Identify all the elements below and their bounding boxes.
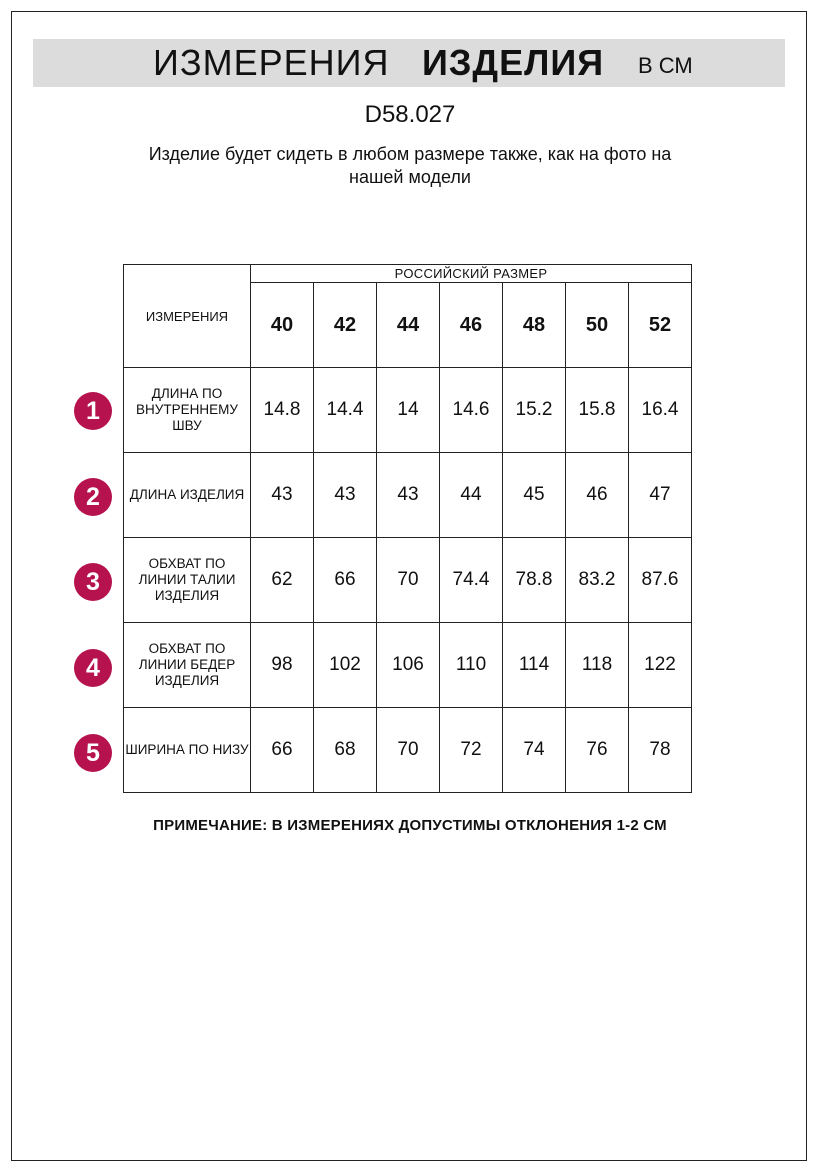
table-cell: 43 — [377, 453, 440, 538]
title-measurements: ИЗМЕРЕНИЯ — [153, 42, 390, 83]
table-cell: 47 — [629, 453, 692, 538]
table-cell: 78 — [629, 708, 692, 793]
size-col-header: 48 — [503, 283, 566, 368]
table-cell: 74 — [503, 708, 566, 793]
size-col-header: 42 — [314, 283, 377, 368]
table-cell: 45 — [503, 453, 566, 538]
table-cell: 16.4 — [629, 368, 692, 453]
row-number-badge: 5 — [74, 734, 112, 772]
table-cell: 46 — [566, 453, 629, 538]
row-label: ДЛИНА ПО ВНУТРЕННЕМУ ШВУ — [124, 368, 251, 453]
row-number-badge: 4 — [74, 649, 112, 687]
size-col-header: 52 — [629, 283, 692, 368]
row-label: ДЛИНА ИЗДЕЛИЯ — [124, 453, 251, 538]
table-cell: 14.6 — [440, 368, 503, 453]
table-cell: 98 — [251, 623, 314, 708]
table-cell: 15.2 — [503, 368, 566, 453]
measurements-header: ИЗМЕРЕНИЯ — [124, 265, 251, 368]
size-col-header: 50 — [566, 283, 629, 368]
table-cell: 102 — [314, 623, 377, 708]
table-cell: 43 — [314, 453, 377, 538]
row-number-badge: 3 — [74, 563, 112, 601]
table-cell: 76 — [566, 708, 629, 793]
article-code: D58.027 — [364, 101, 456, 128]
size-col-header: 40 — [251, 283, 314, 368]
table-cell: 70 — [377, 708, 440, 793]
tolerance-note: ПРИМЕЧАНИЕ: В ИЗМЕРЕНИЯХ ДОПУСТИМЫ ОТКЛОНЕНИЯ 1-2 СМ — [153, 817, 667, 834]
size-col-header: 46 — [440, 283, 503, 368]
table-cell: 118 — [566, 623, 629, 708]
row-number-badge: 2 — [74, 478, 112, 516]
table-cell: 43 — [251, 453, 314, 538]
row-label: ОБХВАТ ПО ЛИНИИ ТАЛИИ ИЗДЕЛИЯ — [124, 538, 251, 623]
table-row — [124, 453, 692, 538]
table-cell: 87.6 — [629, 538, 692, 623]
table-cell: 106 — [377, 623, 440, 708]
table-cell: 83.2 — [566, 538, 629, 623]
table-cell: 62 — [251, 538, 314, 623]
size-col-header: 44 — [377, 283, 440, 368]
table-cell: 72 — [440, 708, 503, 793]
table-cell: 14 — [377, 368, 440, 453]
title-product: ИЗДЕЛИЯ — [422, 42, 605, 83]
table-cell: 68 — [314, 708, 377, 793]
table-cell: 114 — [503, 623, 566, 708]
table-row — [124, 538, 692, 623]
row-number-badge: 1 — [74, 392, 112, 430]
title-bar — [33, 39, 785, 87]
table-row — [124, 368, 692, 453]
table-cell: 44 — [440, 453, 503, 538]
table-cell: 78.8 — [503, 538, 566, 623]
table-cell: 122 — [629, 623, 692, 708]
table-cell: 15.8 — [566, 368, 629, 453]
table-row — [124, 623, 692, 708]
russian-size-header: РОССИЙСКИЙ РАЗМЕР — [251, 265, 692, 283]
row-label: ОБХВАТ ПО ЛИНИИ БЕДЕР ИЗДЕЛИЯ — [124, 623, 251, 708]
table-row — [124, 708, 692, 793]
row-label: ШИРИНА ПО НИЗУ — [124, 708, 251, 793]
table-cell: 14.4 — [314, 368, 377, 453]
table-cell: 66 — [251, 708, 314, 793]
title-unit: В СМ — [638, 53, 693, 78]
size-table — [123, 264, 692, 793]
table-cell: 14.8 — [251, 368, 314, 453]
table-cell: 74.4 — [440, 538, 503, 623]
table-cell: 66 — [314, 538, 377, 623]
table-cell: 70 — [377, 538, 440, 623]
table-cell: 110 — [440, 623, 503, 708]
fit-description: Изделие будет сидеть в любом размере также, как на фото на нашей модели — [148, 144, 672, 187]
